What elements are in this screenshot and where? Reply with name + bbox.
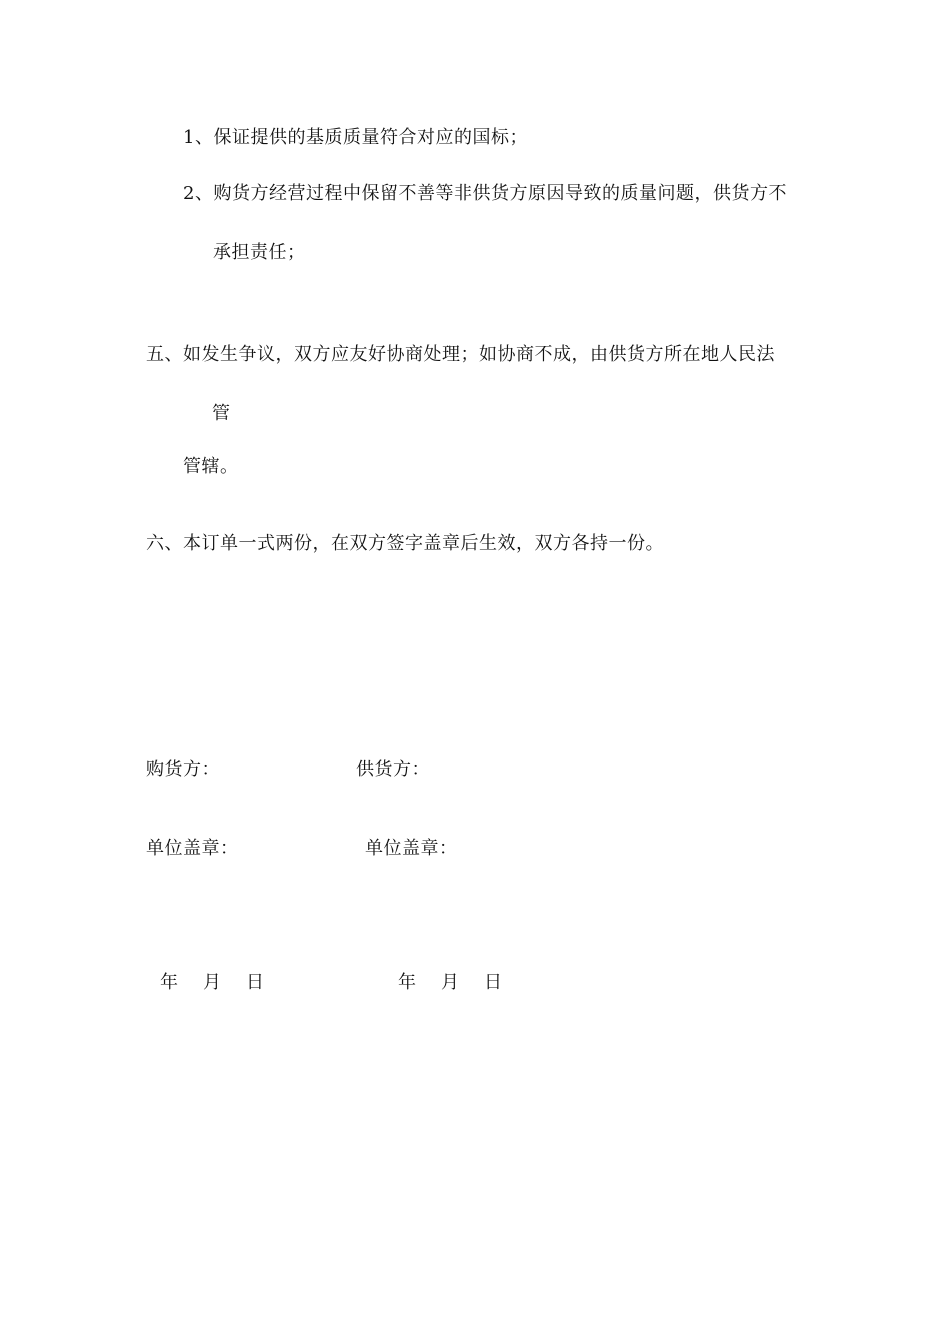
- clause-item-2-line-1: 2、购货方经营过程中保留不善等非供货方原因导致的质量问题，供货方不: [183, 183, 787, 204]
- buyer-seal-label: 单位盖章：: [146, 838, 239, 859]
- clause-6: 六、本订单一式两份，在双方签字盖章后生效，双方各持一份。: [146, 533, 664, 554]
- seller-date-day: 日: [484, 972, 502, 993]
- clause-item-1: 1、保证提供的基质质量符合对应的国标；: [183, 127, 528, 148]
- seller-date-month: 月: [441, 972, 459, 993]
- clause-5-line-2: 管: [212, 403, 231, 424]
- buyer-label: 购货方：: [146, 759, 220, 780]
- buyer-date-year: 年: [160, 972, 178, 993]
- buyer-date-month: 月: [203, 972, 221, 993]
- seller-date-year: 年: [398, 972, 416, 993]
- clause-item-2-line-2: 承担责任；: [213, 242, 306, 263]
- seller-label: 供货方：: [356, 759, 430, 780]
- seller-seal-label: 单位盖章：: [365, 838, 458, 859]
- clause-5-line-1: 五、如发生争议，双方应友好协商处理；如协商不成，由供货方所在地人民法: [146, 344, 775, 365]
- clause-5-line-3: 管辖。: [183, 456, 239, 477]
- buyer-date-day: 日: [246, 972, 264, 993]
